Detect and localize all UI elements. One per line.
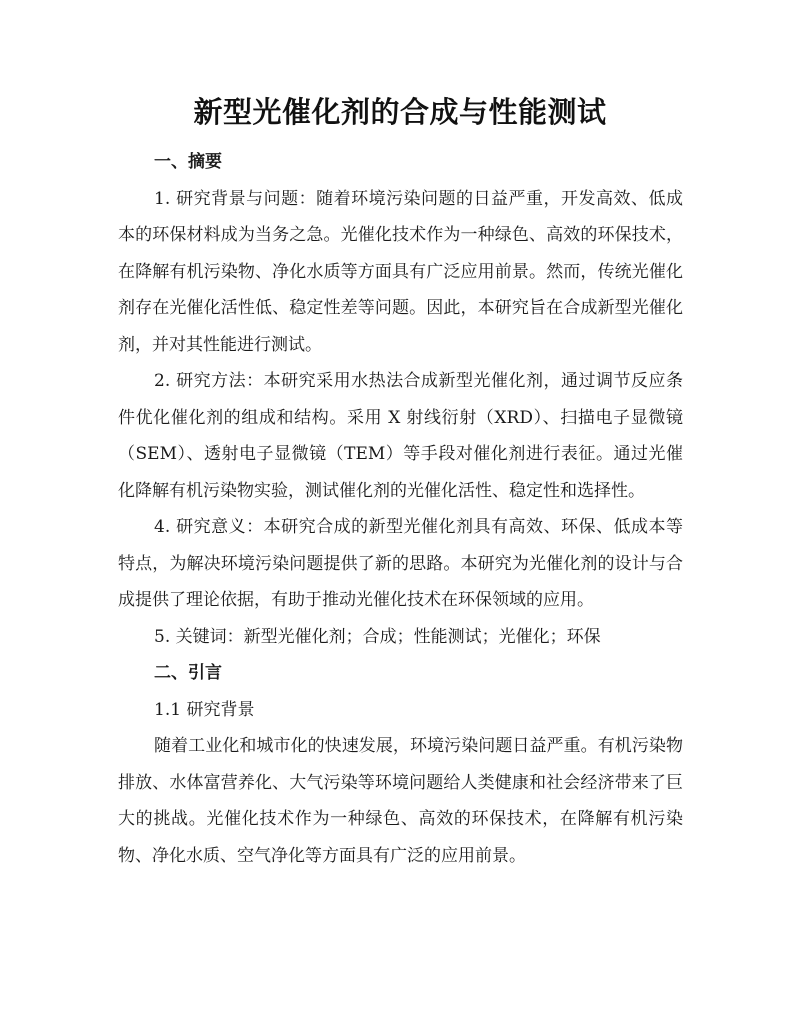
document-body [118, 144, 683, 874]
introduction-paragraph: 随着工业化和城市化的快速发展，环境污染问题日益严重。有机污染物排放、水体富营养化、大气污染等环境问题给人类健康和社会经济带来了巨大的挑战。光催化技术作为一种绿色、高效的环保技术，在降解有机污染物、净化水质、空气净化等方面具有广泛的应用前景。 [118, 736, 683, 866]
subsection-heading-research-background: 1.1 研究背景 [154, 699, 255, 720]
abstract-item-methods: 2. 研究方法：本研究采用水热法合成新型光催化剂，通过调节反应条件优化催化剂的组成和结构。采用 X 射线衍射（XRD）、扫描电子显微镜（SEM）、透射电子显微镜（TEM）等手段对催化剂进行表征。通过光催化降解有机污染物实验，测试催化剂的光催化活性、稳定性和选择性。 [118, 371, 683, 501]
abstract-item-significance: 4. 研究意义：本研究合成的新型光催化剂具有高效、环保、低成本等特点，为解决环境污染问题提供了新的思路。本研究为光催化剂的设计与合成提供了理论依据，有助于推动光催化技术在环保领域的应用。 [118, 517, 683, 610]
document-title: 新型光催化剂的合成与性能测试 [193, 95, 607, 129]
abstract-item-background: 1. 研究背景与问题：随着环境污染问题的日益严重，开发高效、低成本的环保材料成为当务之急。光催化技术作为一种绿色、高效的环保技术，在降解有机污染物、净化水质等方面具有广泛应用前景。然而，传统光催化剂存在光催化活性低、稳定性差等问题。因此，本研究旨在合成新型光催化剂，并对其性能进行测试。 [118, 188, 683, 355]
section-heading-abstract: 一、摘要 [154, 152, 222, 172]
section-heading-introduction: 二、引言 [154, 663, 222, 683]
abstract-item-keywords: 5. 关键词：新型光催化剂；合成；性能测试；光催化；环保 [154, 626, 601, 647]
